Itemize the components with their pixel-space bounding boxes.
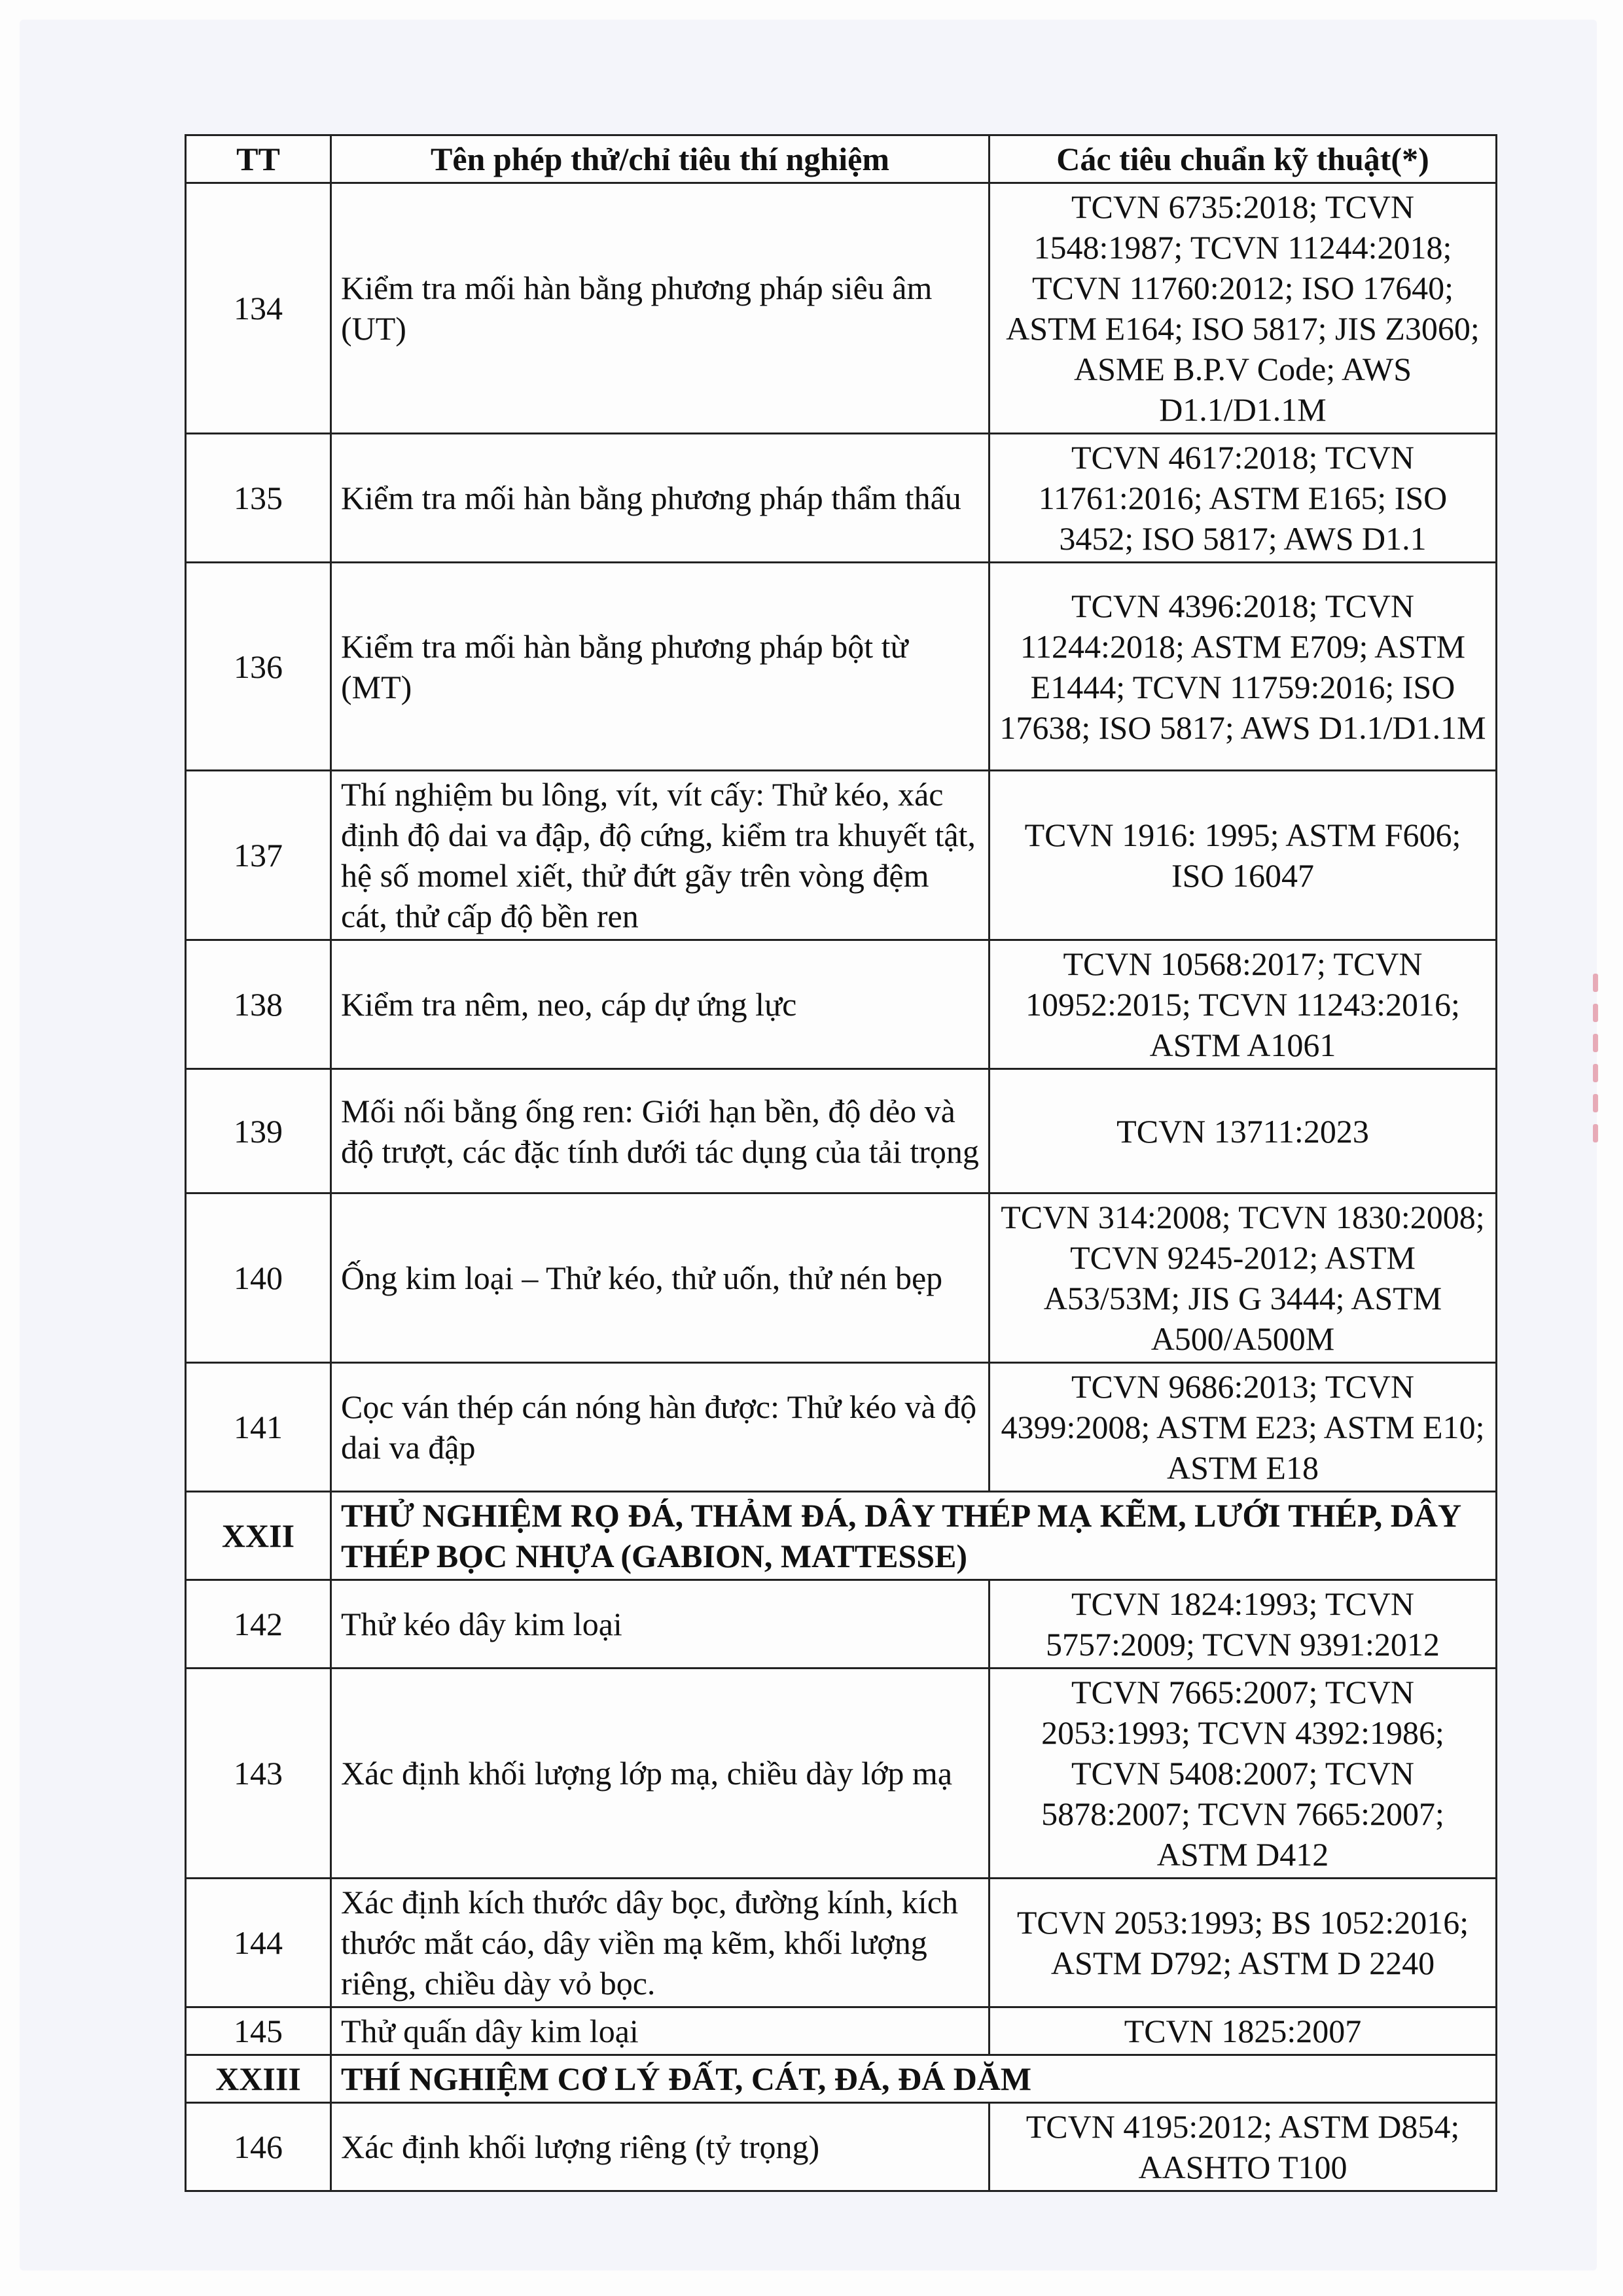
- header-test-name: Tên phép thử/chỉ tiêu thí nghiệm: [331, 135, 990, 183]
- section-number: XXII: [186, 1492, 331, 1580]
- test-name: Xác định khối lượng lớp mạ, chiều dày lớp mạ: [331, 1669, 990, 1879]
- test-name: Kiểm tra nêm, neo, cáp dự ứng lực: [331, 940, 990, 1069]
- standards-cell: TCVN 9686:2013; TCVN 4399:2008; ASTM E23; ASTM E10; ASTM E18: [990, 1363, 1497, 1492]
- test-name: Kiểm tra mối hàn bằng phương pháp siêu âm (UT): [331, 183, 990, 434]
- table-row: [186, 563, 1497, 771]
- stamp-marks: [1582, 962, 1609, 1237]
- table-row: [186, 940, 1497, 1069]
- standards-cell: TCVN 6735:2018; TCVN 1548:1987; TCVN 11244:2018; TCVN 11760:2012; ISO 17640; ASTM E164; ISO 5817; JIS Z3060; ASME B.P.V Code; AWS D1.1/D1.1M: [990, 183, 1497, 434]
- row-number: 135: [186, 434, 331, 563]
- table-row: [186, 183, 1497, 434]
- table-row: [186, 1069, 1497, 1193]
- standards-cell: TCVN 10568:2017; TCVN 10952:2015; TCVN 11243:2016; ASTM A1061: [990, 940, 1497, 1069]
- standards-cell: TCVN 4396:2018; TCVN 11244:2018; ASTM E709; ASTM E1444; TCVN 11759:2016; ISO 17638; ISO 5817; AWS D1.1/D1.1M: [990, 563, 1497, 771]
- section-row: [186, 1492, 1497, 1580]
- row-number: 138: [186, 940, 331, 1069]
- section-number: XXIII: [186, 2055, 331, 2103]
- row-number: 143: [186, 1669, 331, 1879]
- header-tt: TT: [186, 135, 331, 183]
- table-row: [186, 1580, 1497, 1669]
- test-name: Xác định kích thước dây bọc, đường kính, kích thước mắt cáo, dây viền mạ kẽm, khối lượng riêng, chiều dày vỏ bọc.: [331, 1879, 990, 2007]
- standards-table: [185, 134, 1497, 2192]
- standards-cell: TCVN 1825:2007: [990, 2007, 1497, 2055]
- table-row: [186, 2007, 1497, 2055]
- test-name: Ống kim loại – Thử kéo, thử uốn, thử nén bẹp: [331, 1193, 990, 1363]
- standards-cell: TCVN 2053:1993; BS 1052:2016; ASTM D792; ASTM D 2240: [990, 1879, 1497, 2007]
- standards-cell: TCVN 1916: 1995; ASTM F606; ISO 16047: [990, 771, 1497, 940]
- row-number: 139: [186, 1069, 331, 1193]
- standards-cell: TCVN 4617:2018; TCVN 11761:2016; ASTM E165; ISO 3452; ISO 5817; AWS D1.1: [990, 434, 1497, 563]
- table-row: [186, 1879, 1497, 2007]
- test-name: Thí nghiệm bu lông, vít, vít cấy: Thử kéo, xác định độ dai va đập, độ cứng, kiểm tra khuyết tật, hệ số momel xiết, thử đứt gãy trên vòng đệm cát, thử cấp độ bền ren: [331, 771, 990, 940]
- row-number: 146: [186, 2103, 331, 2191]
- test-name: Thử quấn dây kim loại: [331, 2007, 990, 2055]
- test-name: Kiểm tra mối hàn bằng phương pháp thẩm thấu: [331, 434, 990, 563]
- row-number: 142: [186, 1580, 331, 1669]
- test-name: Cọc ván thép cán nóng hàn được: Thử kéo và độ dai va đập: [331, 1363, 990, 1492]
- section-row: [186, 2055, 1497, 2103]
- row-number: 140: [186, 1193, 331, 1363]
- standards-cell: TCVN 1824:1993; TCVN 5757:2009; TCVN 9391:2012: [990, 1580, 1497, 1669]
- section-title: THỬ NGHIỆM RỌ ĐÁ, THẢM ĐÁ, DÂY THÉP MẠ KẼM, LƯỚI THÉP, DÂY THÉP BỌC NHỰA (GABION, MATTESSE): [331, 1492, 1497, 1580]
- row-number: 137: [186, 771, 331, 940]
- test-name: Kiểm tra mối hàn bằng phương pháp bột từ (MT): [331, 563, 990, 771]
- standards-cell: TCVN 314:2008; TCVN 1830:2008; TCVN 9245-2012; ASTM A53/53M; JIS G 3444; ASTM A500/A500M: [990, 1193, 1497, 1363]
- table-row: [186, 771, 1497, 940]
- table-row: [186, 434, 1497, 563]
- test-name: Xác định khối lượng riêng (tỷ trọng): [331, 2103, 990, 2191]
- row-number: 144: [186, 1879, 331, 2007]
- standards-cell: TCVN 13711:2023: [990, 1069, 1497, 1193]
- table-row: [186, 2103, 1497, 2191]
- test-name: Thử kéo dây kim loại: [331, 1580, 990, 1669]
- table-row: [186, 1363, 1497, 1492]
- table-row: [186, 1669, 1497, 1879]
- row-number: 134: [186, 183, 331, 434]
- table-header-row: [186, 135, 1497, 183]
- row-number: 145: [186, 2007, 331, 2055]
- standards-cell: TCVN 7665:2007; TCVN 2053:1993; TCVN 4392:1986; TCVN 5408:2007; TCVN 5878:2007; TCVN 7665:2007; ASTM D412: [990, 1669, 1497, 1879]
- header-standards: Các tiêu chuẩn kỹ thuật(*): [990, 135, 1497, 183]
- row-number: 136: [186, 563, 331, 771]
- table-row: [186, 1193, 1497, 1363]
- section-title: THÍ NGHIỆM CƠ LÝ ĐẤT, CÁT, ĐÁ, ĐÁ DĂM: [331, 2055, 1497, 2103]
- standards-cell: TCVN 4195:2012; ASTM D854; AASHTO T100: [990, 2103, 1497, 2191]
- row-number: 141: [186, 1363, 331, 1492]
- test-name: Mối nối bằng ống ren: Giới hạn bền, độ dẻo và độ trượt, các đặc tính dưới tác dụng của tải trọng: [331, 1069, 990, 1193]
